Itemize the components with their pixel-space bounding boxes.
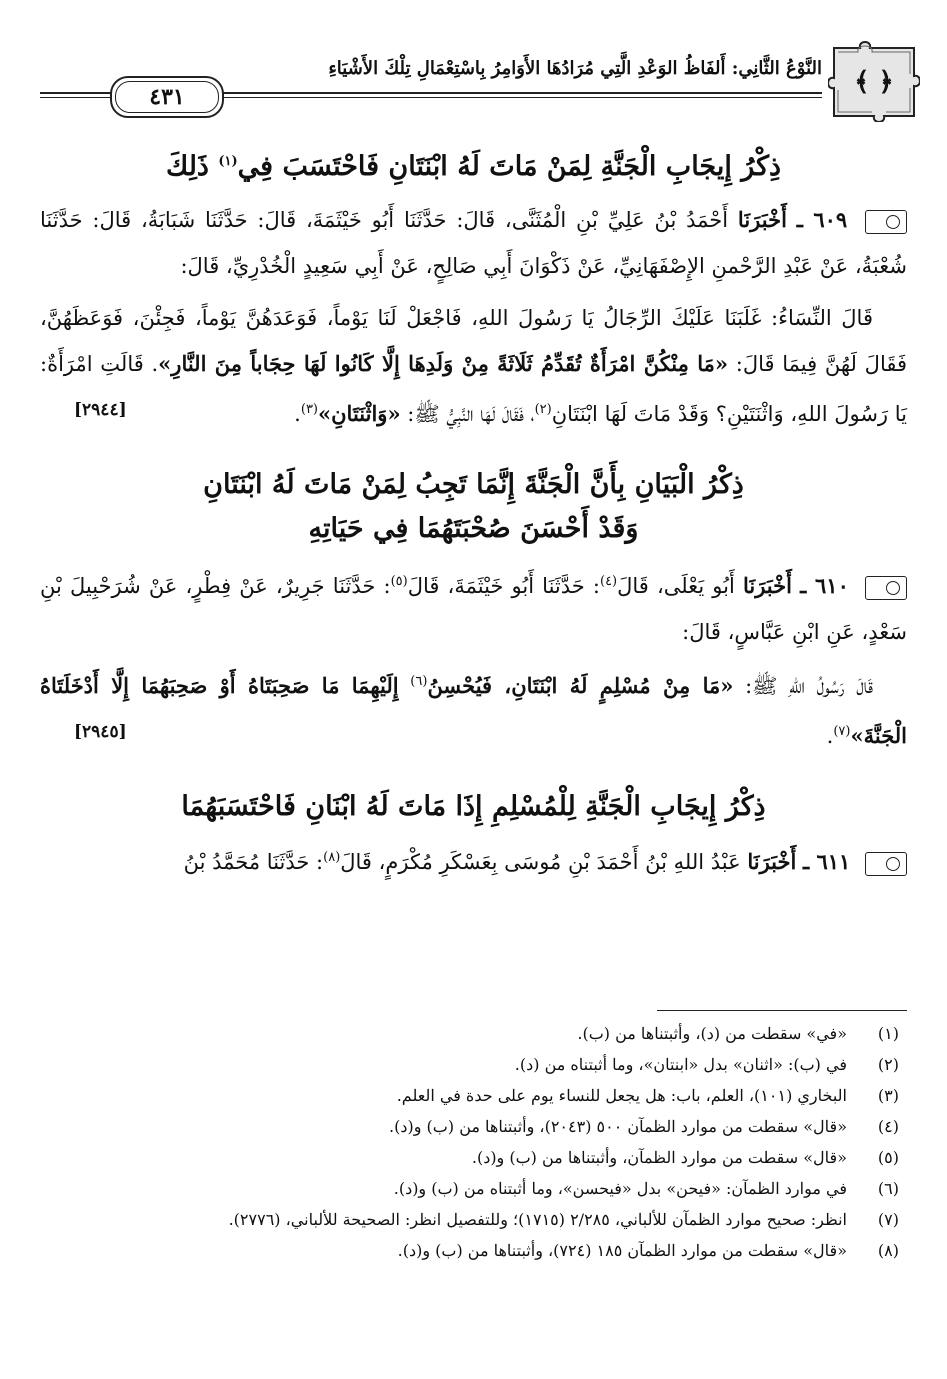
footnote: (٨) «قال» سقطت من موارد الظمآن ١٨٥ (٧٢٤)، وأثبتناها من (ب) و(د).: [397, 1241, 899, 1260]
section-heading: ذِكْرُ إِيجَابِ الْجَنَّةِ لِلْمُسْلِمِ إِذَا مَاتَ لَهُ ابْنَانِ فَاحْتَسَبَهُمَا: [181, 791, 766, 822]
section-heading: ذِكْرُ إِيجَابِ الْجَنَّةِ لِمَنْ مَاتَ لَهُ ابْنَتَانِ فَاحْتَسَبَ فِي$^{(١)}$ ذَلِكَ: [165, 151, 782, 182]
running-title: النَّوْعُ الثَّانِي: أَلفَاظُ الوَعْدِ الَّتِي مُرَادُهَا الأَوَامِرُ بِاسْتِعْمَالِ تِلْكَ الأَشْيَاءِ: [328, 58, 822, 79]
hadith-isnad: ٦١١ ـ أَخْبَرَنَا عَبْدُ اللهِ بْنُ أَحْمَدَ بْنِ مُوسَى بِعَسْكَرِ مُكْرَمٍ، قَالَ$^{(٨)}$: حَدَّثَنَا مُحَمَّدُ بْنُ: [40, 835, 907, 885]
hadith-isnad: ٦١٠ ـ أَخْبَرَنَا أَبُو يَعْلَى، قَالَ$^{(٤)}$: حَدَّثَنَا أَبُو خَيْثَمَةَ، قَالَ$^{(٥)}$: حَدَّثَنَا جَرِيرٌ، عَنْ فِطْرٍ، عَنْ شُرَحْبِيلَ بْنِ سَعْدٍ، عَنِ ابْنِ عَبَّاسٍ، قَالَ:: [40, 573, 907, 644]
hadith-reference: [٢٩٤٥]: [74, 722, 127, 742]
hadith-marker-icon: [865, 210, 907, 234]
hadith-matn: قَالَ رَسُولُ اللهِ ﷺ: «مَا مِنْ مُسْلِمٍ لَهُ ابْنَتَانِ، فَيُحْسِنُ$^{(٦)}$ إِلَيْهِمَا مَا صَحِبَتَاهُ أَوْ صَحِبَهُمَا إِلَّا أَدْخَلَتَاهُ الْجَنَّةَ»$^{(٧)}$. [٢٩٤٥]: [40, 659, 907, 759]
footnote: (٧) انظر: صحيح موارد الظمآن للألباني، ٢/٢٨٥ (١٧١٥)؛ وللتفصيل انظر: الصحيحة للألباني، (٢٧٧٦).: [228, 1210, 899, 1229]
hadith-isnad: ٦٠٩ ـ أَخْبَرَنَا أَحْمَدُ بْنُ عَلِيِّ بْنِ الْمُثَنَّى، قَالَ: حَدَّثَنَا أَبُو خَيْثَمَةَ، قَالَ: حَدَّثَنَا شَبَابَةُ، قَالَ: حَدَّثَنَا شُعْبَةُ، عَنْ عَبْدِ الرَّحْمنِ الإِصْفَهَانِيِّ، عَنْ ذَكْوَانَ أَبِي صَالِحٍ، عَنْ أَبِي سَعِيدٍ الْخُدْرِيِّ، قَالَ:: [40, 207, 907, 278]
page-header: [40, 38, 920, 122]
footnote: (١) «في» سقطت من (د)، وأثبتناها من (ب).: [577, 1024, 899, 1043]
puzzle-piece-icon: [828, 38, 920, 122]
hadith-marker-icon: [865, 852, 907, 876]
page-number: ٤٣١: [110, 76, 224, 118]
footnote: (٦) في موارد الظمآن: «فيحن» بدل «فيحسن»، وما أثبتناه من (ب) و(د).: [393, 1179, 899, 1198]
footnote: (٥) «قال» سقطت من موارد الظمآن، وأثبتناها من (ب) و(د).: [471, 1148, 899, 1167]
svg-text:﴿ ﴾: ﴿ ﴾: [854, 67, 894, 97]
footnote: (٣) البخاري (١٠١)، العلم، باب: هل يجعل للنساء يوم على حدة في العلم.: [396, 1086, 899, 1105]
footnote: (٤) «قال» سقطت من موارد الظمآن ٥٠٠ (٢٠٤٣)، وأثبتناها من (ب) و(د).: [389, 1117, 899, 1136]
main-text: [40, 140, 907, 885]
hadith-matn: قَالَ النِّسَاءُ: غَلَبَنَا عَلَيْكَ الرِّجَالُ يَا رَسُولَ اللهِ، فَاجْعَلْ لَنَا يَوْماً، فَوَعَدَهُنَّ يَوْماً، فَجِئْنَ، فَوَعَظَهُنَّ، فَقَالَ لَهُنَّ فِيمَا قَالَ: «مَا مِنْكُنَّ امْرَأَةٌ تُقَدِّمُ ثَلَاثَةً مِنْ وَلَدِهَا إِلَّا كَانُوا لَهَا حِجَاباً مِنَ النَّارِ». قَالَتِ امْرَأَةٌ: يَا رَسُولَ اللهِ، وَاثْنَتَيْنِ؟ وَقَدْ مَاتَ لَهَا ابْنَتَانِ$^{(٢)}$، فَقَالَ لَهَا النَّبِيُّ ﷺ: «وَاثْنَتَانِ»$^{(٣)}$. [٢٩٤٤]: [40, 295, 907, 437]
section-heading-line2: وَقَدْ أَحْسَنَ صُحْبَتَهُمَا فِي حَيَاتِهِ: [308, 513, 639, 544]
footnote: (٢) في (ب): «اثنان» بدل «ابنتان»، وما أثبتناه من (د).: [514, 1055, 899, 1074]
hadith-reference: [٢٩٤٤]: [74, 400, 127, 420]
footnotes: [40, 1020, 907, 1268]
footnote-separator: [657, 1010, 907, 1011]
section-heading: ذِكْرُ الْبَيَانِ بِأَنَّ الْجَنَّةَ إِنَّمَا تَجِبُ لِمَنْ مَاتَ لَهُ ابْنَتَانِ: [203, 469, 744, 500]
hadith-marker-icon: [865, 576, 907, 600]
